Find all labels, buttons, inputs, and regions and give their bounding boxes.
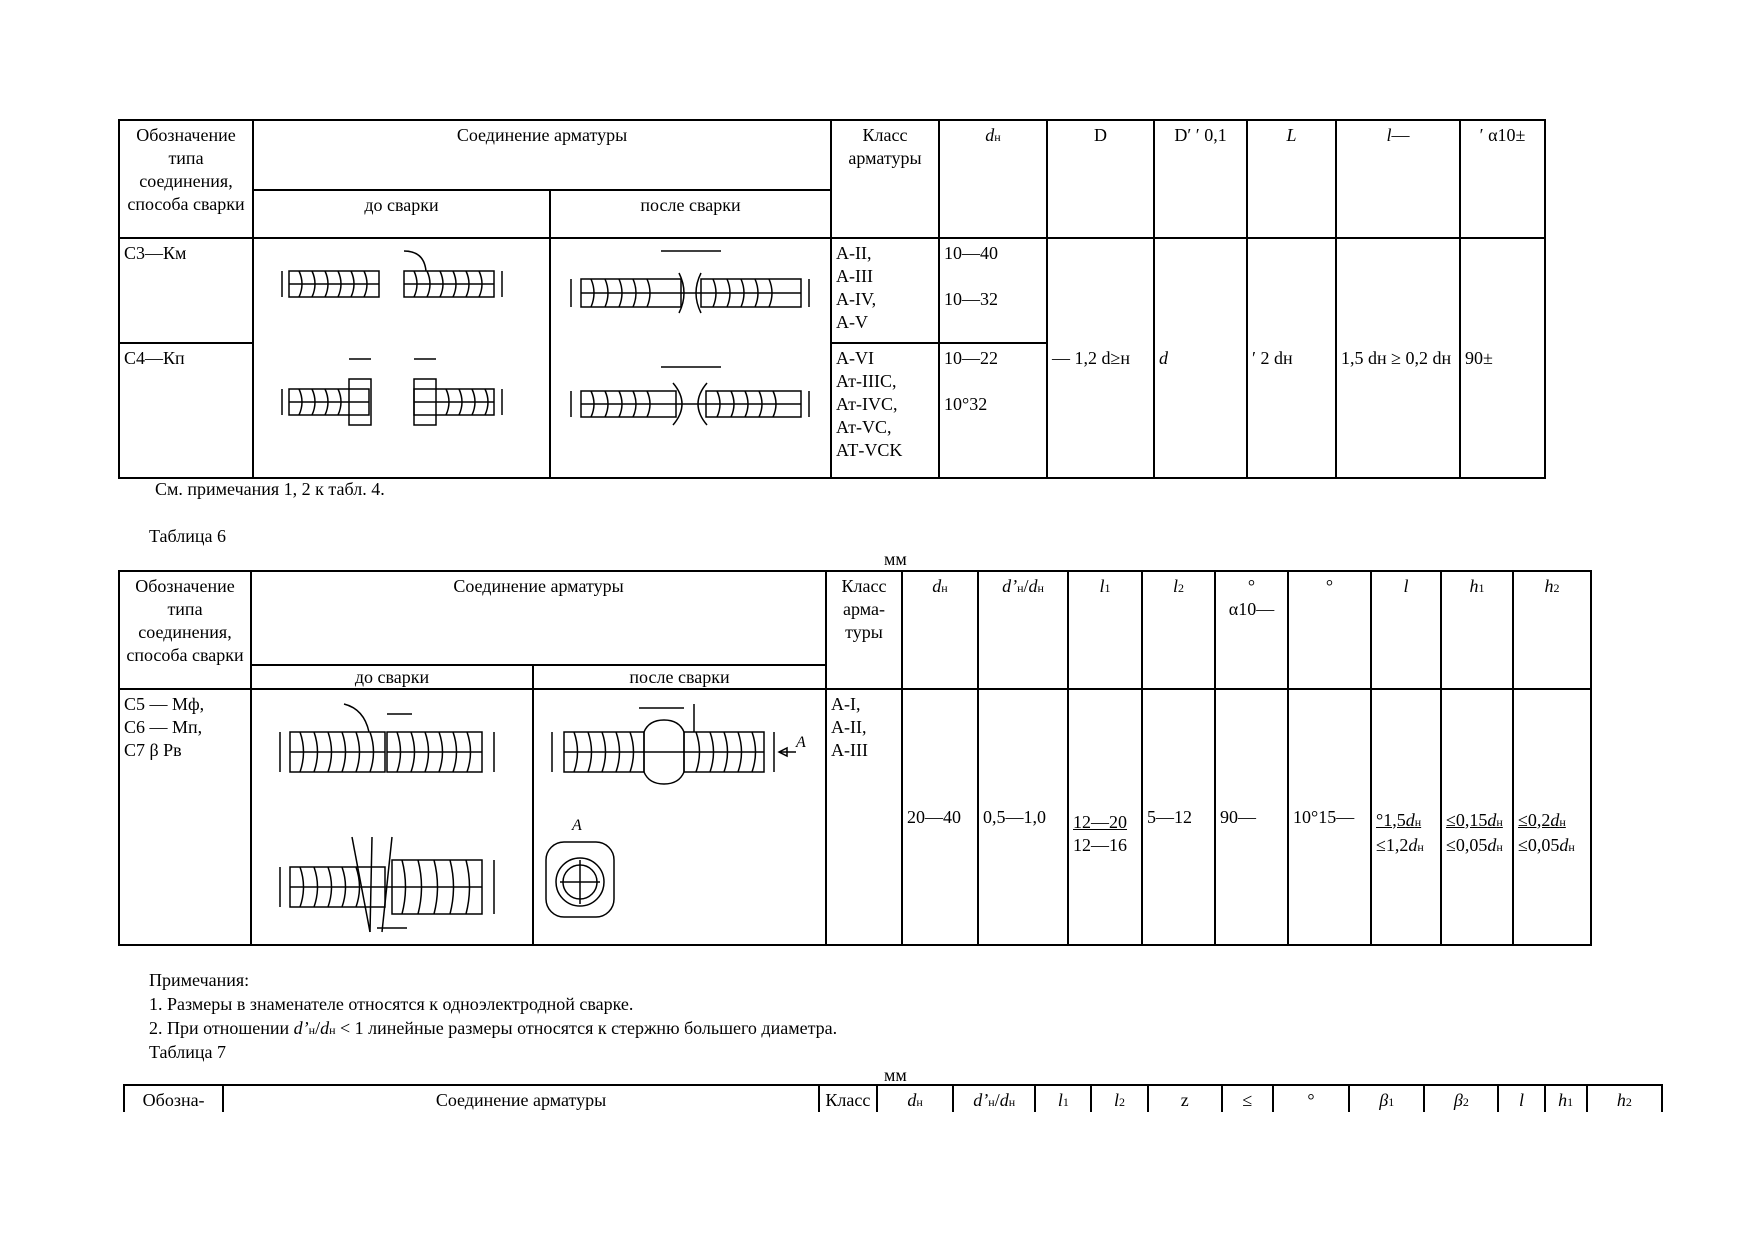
table6-title: Таблица 6 [149,526,226,546]
notes-title: Примечания: [149,970,250,990]
t7-header-beta1: β1 [1349,1085,1424,1112]
t6-type: С5 — Мф, С6 — Мп, С7 β Рв [119,689,251,945]
t5-row1-type: С3—Км [119,238,253,343]
t7-header-l: l [1498,1085,1544,1112]
t5-row2-type: С4—Кп [119,343,253,478]
t5-header-D: D [1047,120,1154,238]
t5-row1-dn: 10—40 10—32 [939,238,1047,343]
t7-header-l1: l1 [1035,1085,1091,1112]
t6-header-h1: h1 [1441,571,1513,689]
t6-header-l: l [1371,571,1441,689]
table6-units: мм [884,549,907,569]
t5-D2-value: d [1154,238,1247,478]
t6-header-l2: l2 [1142,571,1215,689]
t5-drawing-before [253,238,550,478]
table-7-clip [123,1084,1663,1112]
t6-drawing-after [533,689,826,945]
t5-header-l: l— [1336,120,1460,238]
table-6 [118,570,1592,946]
rebar-bath-after-drawing [534,692,827,942]
t6-header-type: Обозначение типа соединения, способа сварки [119,571,251,689]
t6-header-class: Класс арма-туры [826,571,902,689]
t7-header-ratio: d’н/dн [953,1085,1035,1112]
t5-drawing-after [550,238,831,478]
t7-header-connection: Соединение арматуры [223,1085,819,1112]
t6-header-ratio: d’н/dн [978,571,1068,689]
t5-l-value: 1,5 dн ≥ 0,2 dн [1336,238,1460,478]
t6-l: °1,5dн ≤1,2dн [1371,689,1441,945]
t7-header-l2: l2 [1091,1085,1147,1112]
t6-header-after: после сварки [533,665,826,689]
table-7 [123,1084,1663,1112]
t6-h1: ≤0,15dн ≤0,05dн [1441,689,1513,945]
section-mark: A [796,734,806,751]
t5-alpha-value: 90± [1460,238,1545,478]
t5-header-alpha: ′ α10± [1460,120,1545,238]
t5-header-dn: dн [939,120,1047,238]
t5-header-class: Класс арматуры [831,120,939,238]
t6-header-connection: Соединение арматуры [251,571,826,665]
t6-ratio: 0,5—1,0 [978,689,1068,945]
t6-l1: 12—20 12—16 [1068,689,1142,945]
t7-header-le: ≤ [1222,1085,1273,1112]
t6-l2: 5—12 [1142,689,1215,945]
t7-header-class: Класс [819,1085,877,1112]
t7-header-h2: h2 [1587,1085,1662,1112]
t6-deg1: 90— [1215,689,1288,945]
t7-header-h1: h1 [1545,1085,1587,1112]
rebar-bath-before-drawing [252,692,534,942]
t5-header-D2: D′ ′ 0,1 [1154,120,1247,238]
t6-header-l1: l1 [1068,571,1142,689]
t5-header-before: до сварки [253,190,550,238]
t6-drawing-before [251,689,533,945]
t6-header-h2: h2 [1513,571,1591,689]
t6-l1-top: 12—20 [1073,811,1128,832]
t5-row2-class: А-VI Ат-IIIС, Ат-IVC, Ат-VC, АТ-VCK [831,343,939,478]
t7-header-dn: dн [877,1085,953,1112]
t5-header-connection: Соединение арматуры [253,120,831,190]
t7-header-beta2: β2 [1424,1085,1498,1112]
note-1: 1. Размеры в знаменателе относятся к одноэлектродной сварке. [149,994,634,1014]
section-label: A [572,817,582,834]
table7-units: мм [884,1065,907,1085]
table7-title: Таблица 7 [149,1042,226,1062]
table-5 [118,119,1546,479]
t5-header-type: Обозначение типа соединения, способа сварки [119,120,253,238]
t6-header-dn: dн [902,571,978,689]
t7-header-z: z [1148,1085,1222,1112]
t5-header-after: после сварки [550,190,831,238]
t6-h2: ≤0,2dн ≤0,05dн [1513,689,1591,945]
t6-dn: 20—40 [902,689,978,945]
t5-L-value: ′ 2 dн [1247,238,1336,478]
t7-header-type: Обозна- [124,1085,223,1112]
t6-header-deg2: ° [1288,571,1371,689]
t6-header-deg1: ° α10— [1215,571,1288,689]
t6-class: А-I, А-II, А-III [826,689,902,945]
t5-row2-dn: 10—22 10°32 [939,343,1047,478]
t5-D-value: — 1,2 d≥н [1047,238,1154,478]
table5-note: См. примечания 1, 2 к табл. 4. [155,479,385,499]
t6-header-before: до сварки [251,665,533,689]
rebar-after-welding-drawing [551,239,832,477]
rebar-before-welding-drawing [254,239,551,477]
t6-deg2: 10°15— [1288,689,1371,945]
t5-header-L: L [1247,120,1336,238]
note-2: 2. При отношении d’н/dн < 1 линейные размеры относятся к стержню большего диаметра. [149,1018,838,1038]
t5-row1-class: А-II, А-III А-IV, А-V [831,238,939,343]
t7-header-deg: ° [1273,1085,1349,1112]
